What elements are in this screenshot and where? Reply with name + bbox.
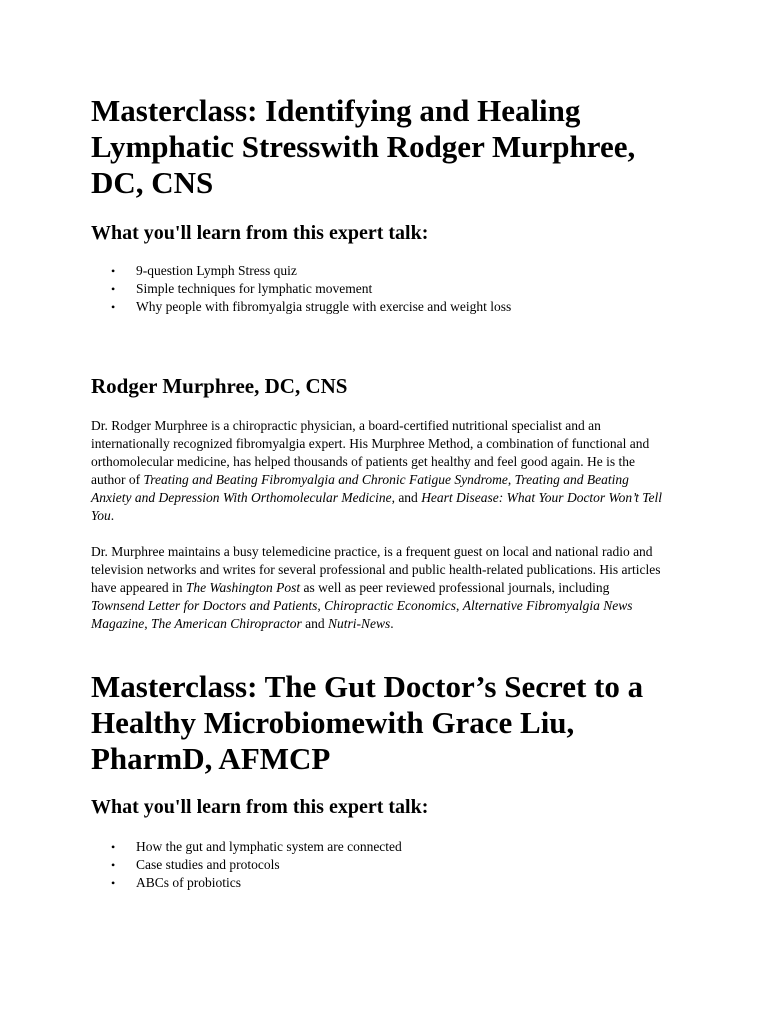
separator: and bbox=[301, 616, 328, 631]
publication-title: Chiropractic Economics bbox=[324, 598, 456, 613]
separator: , bbox=[507, 472, 515, 487]
separator: , bbox=[456, 598, 463, 613]
bio-text: Dr. Murphree maintains a busy telemedicine practice, is a frequent guest on local and national radio and television networks and writes for several professional and public health-related publications. His articles have appeared in bbox=[91, 544, 661, 595]
separator: . bbox=[110, 508, 115, 523]
separator: , and bbox=[391, 490, 422, 505]
masterclass-2-title: Masterclass: The Gut Doctor’s Secret to a Healthy Microbiomewith Grace Liu, PharmD, AFMCP bbox=[91, 669, 644, 776]
list-item: • Simple techniques for lymphatic movement bbox=[136, 280, 511, 298]
masterclass-2-topics-list bbox=[91, 838, 402, 892]
list-item: • Why people with fibromyalgia struggle with exercise and weight loss bbox=[136, 298, 511, 316]
book-title: Treating and Beating Anxiety and Depression With Orthomolecular Medicine bbox=[91, 472, 629, 505]
book-title: Treating and Beating Fibromyalgia and Chronic Fatigue Syndrome bbox=[143, 472, 508, 487]
bio-text: Dr. Rodger Murphree is a chiropractic physician, a board-certified nutritional specialist and an internationally recognized fibromyalgia expert. His Murphree Method, a combination of functional and orthomolecular medicine, has helped thousands of patients get healthy and feel good again. He is the author of bbox=[91, 418, 650, 487]
masterclass-1-title: Masterclass: Identifying and Healing Lymphatic Stresswith Rodger Murphree, DC, CNS bbox=[91, 93, 636, 200]
masterclass-1-learn-heading: What you'll learn from this expert talk: bbox=[91, 222, 429, 244]
list-item: • Case studies and protocols bbox=[136, 856, 402, 874]
separator: , bbox=[144, 616, 151, 631]
publication-title: The American Chiropractor bbox=[151, 616, 302, 631]
masterclass-1-topics-list bbox=[91, 262, 511, 316]
speaker-bio-paragraph-1 bbox=[91, 417, 666, 525]
publication-title: Nutri-News bbox=[328, 616, 391, 631]
list-item: • How the gut and lymphatic system are connected bbox=[136, 838, 402, 856]
publication-title: The Washington Post bbox=[185, 580, 301, 595]
bio-text: as well as peer reviewed professional journals, including bbox=[300, 580, 610, 595]
publication-title: Townsend Letter for Doctors and Patients bbox=[91, 598, 318, 613]
masterclass-2-learn-heading: What you'll learn from this expert talk: bbox=[91, 796, 429, 818]
speaker-bio-paragraph-2 bbox=[91, 543, 666, 633]
list-item: • ABCs of probiotics bbox=[136, 874, 402, 892]
speaker-name-heading: Rodger Murphree, DC, CNS bbox=[91, 374, 348, 398]
separator: , bbox=[317, 598, 325, 613]
book-title: Heart Disease: What Your Doctor Won’t Tell You bbox=[91, 490, 662, 523]
list-item: • 9-question Lymph Stress quiz bbox=[136, 262, 511, 280]
publication-title: Alternative Fibromyalgia News Magazine bbox=[91, 598, 633, 631]
separator: . bbox=[390, 616, 394, 631]
